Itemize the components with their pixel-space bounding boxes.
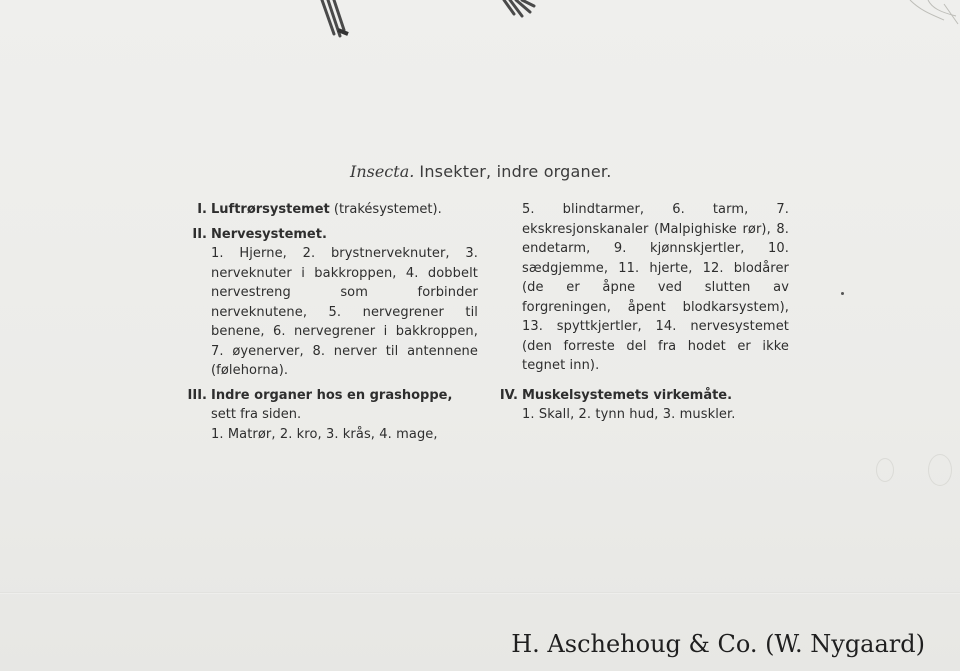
- insect-drawing-legs-icon: [318, 0, 548, 40]
- paper-stain: [928, 454, 952, 486]
- legend-section-3: [182, 386, 478, 445]
- publisher-imprint: H. Aschehoug & Co. (W. Nygaard): [511, 630, 925, 658]
- legend-column-right: [493, 200, 789, 425]
- legend-section-2: [182, 225, 478, 381]
- section-subheading: sett fra siden.: [211, 407, 302, 422]
- section-heading: Nervesystemet.: [211, 226, 327, 242]
- legend-section-3-continued: [493, 200, 789, 376]
- caption-norwegian: Insekter, indre organer.: [419, 162, 612, 181]
- legend-section-4: [493, 386, 789, 425]
- section-detail: 1. Skall, 2. tynn hud, 3. muskler.: [522, 407, 736, 422]
- ink-speck: [841, 292, 844, 295]
- section-number: I.: [197, 202, 207, 217]
- section-heading: Muskelsystemets virkemåte.: [522, 387, 733, 403]
- section-detail: 1. Matrør, 2. kro, 3. krås, 4. mage,: [211, 426, 438, 442]
- section-heading: Indre organer hos en grashoppe,: [211, 387, 453, 403]
- section-subheading: (trakésystemet).: [333, 202, 442, 217]
- sketch-fragment-icon: [900, 0, 960, 30]
- section-number: IV.: [499, 387, 518, 403]
- plate-caption: [350, 162, 612, 181]
- section-number: III.: [187, 387, 207, 403]
- section-detail-continuation: 5. blindtarmer, 6. tarm, 7. ekskresjonskanaler (Malpighiske rør), 8. endetarm, 9. kjønnskjertler, 10. sædgjemme, 11. hjerte, 12. blodårer (de er åpne ved slutten av forgreningen, åpent blodkarsystem), 13. spyttkjertler, 14. nervesystemet (den forreste del fra hodet er ikke tegnet inn).: [522, 202, 789, 373]
- paper-stain: [876, 458, 894, 482]
- section-number: II.: [192, 226, 207, 242]
- section-heading: Luftrørsystemet: [211, 202, 330, 217]
- section-detail: 1. Hjerne, 2. brystnerveknuter, 3. nerveknuter i bakkroppen, 4. dobbelt nervestreng som forbinder nerveknutene, 5. nervegrener til benene, 6. nervegrener i bakkroppen, 7. øyenerver, 8. nerver til antennene (følehorna).: [211, 246, 478, 378]
- legend-section-1: [182, 200, 478, 220]
- caption-latin: Insecta.: [350, 162, 415, 181]
- paper-fold: [0, 592, 960, 594]
- legend-column-left: [182, 200, 478, 444]
